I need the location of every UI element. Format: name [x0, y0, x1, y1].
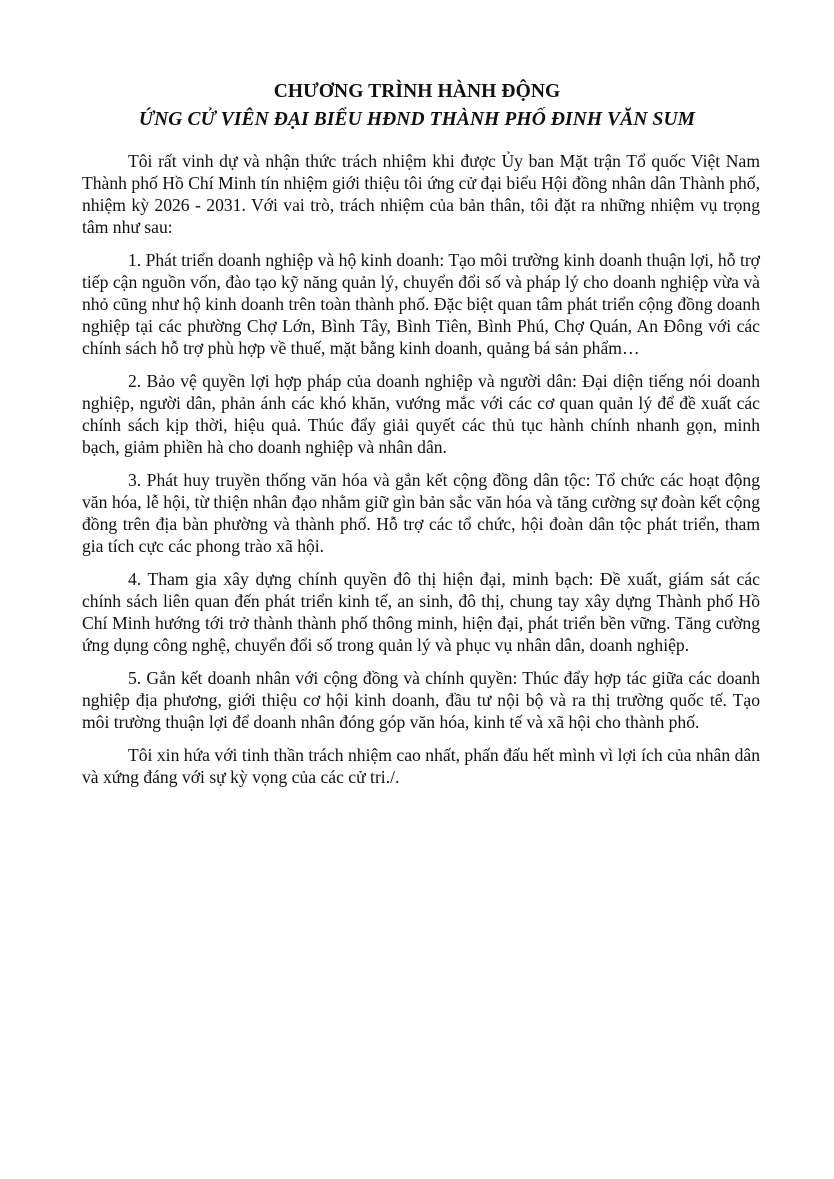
document-header	[0, 78, 834, 134]
document-body	[82, 150, 760, 799]
document-subtitle: ỨNG CỬ VIÊN ĐẠI BIỂU HĐND THÀNH PHỐ ĐINH VĂN SUM	[138, 109, 696, 130]
task-3-paragraph: 3. Phát huy truyền thống văn hóa và gắn kết cộng đồng dân tộc: Tổ chức các hoạt động văn hóa, lễ hội, từ thiện nhân đạo nhằm giữ gìn bản sắc văn hóa và tăng cường sự đoàn kết cộng đồng trên địa bàn phường và thành phố. Hỗ trợ các tổ chức, hội đoàn dân tộc phát triển, tham gia tích cực các phong trào xã hội.	[82, 470, 760, 556]
task-5-paragraph: 5. Gắn kết doanh nhân với cộng đồng và chính quyền: Thúc đẩy hợp tác giữa các doanh nghiệp địa phương, giới thiệu cơ hội kinh doanh, đầu tư nội bộ và ra thị trường quốc tế. Tạo môi trường thuận lợi để doanh nhân đóng góp văn hóa, kinh tế và xã hội cho thành phố.	[82, 668, 760, 732]
task-1-paragraph: 1. Phát triển doanh nghiệp và hộ kinh doanh: Tạo môi trường kinh doanh thuận lợi, hỗ trợ tiếp cận nguồn vốn, đào tạo kỹ năng quản lý, chuyển đổi số và pháp lý cho doanh nghiệp vừa và nhỏ cũng như hộ kinh doanh trên toàn thành phố. Đặc biệt quan tâm phát triển cộng đồng doanh nghiệp tại các phường Chợ Lớn, Bình Tây, Bình Tiên, Bình Phú, Chợ Quán, An Đông với các chính sách hỗ trợ phù hợp về thuế, mặt bằng kinh doanh, quảng bá sản phẩm…	[82, 250, 760, 358]
document-title: CHƯƠNG TRÌNH HÀNH ĐỘNG	[273, 81, 561, 102]
task-4-paragraph: 4. Tham gia xây dựng chính quyền đô thị hiện đại, minh bạch: Đề xuất, giám sát các chính sách liên quan đến phát triển kinh tế, an sinh, đô thị, chung tay xây dựng Thành phố Hồ Chí Minh hướng tới trở thành thành phố thông minh, hiện đại, phát triển bền vững. Tăng cường ứng dụng công nghệ, chuyển đổi số trong quản lý và phục vụ nhân dân, doanh nghiệp.	[82, 569, 760, 655]
task-2-paragraph: 2. Bảo vệ quyền lợi hợp pháp của doanh nghiệp và người dân: Đại diện tiếng nói doanh nghiệp, người dân, phản ánh các khó khăn, vướng mắc với các cơ quan quản lý để đề xuất các chính sách kịp thời, hiệu quả. Thúc đẩy giải quyết các thủ tục hành chính nhanh gọn, minh bạch, giảm phiền hà cho doanh nghiệp và nhân dân.	[82, 371, 760, 457]
closing-paragraph: Tôi xin hứa với tinh thần trách nhiệm cao nhất, phấn đấu hết mình vì lợi ích của nhân dân và xứng đáng với sự kỳ vọng của các cử tri./.	[82, 745, 760, 787]
intro-paragraph: Tôi rất vinh dự và nhận thức trách nhiệm khi được Ủy ban Mặt trận Tổ quốc Việt Nam Thành phố Hồ Chí Minh tín nhiệm giới thiệu tôi ứng cử đại biểu Hội đồng nhân dân Thành phố, nhiệm kỳ 2026 - 2031. Với vai trò, trách nhiệm của bản thân, tôi đặt ra những nhiệm vụ trọng tâm như sau:	[82, 151, 760, 237]
